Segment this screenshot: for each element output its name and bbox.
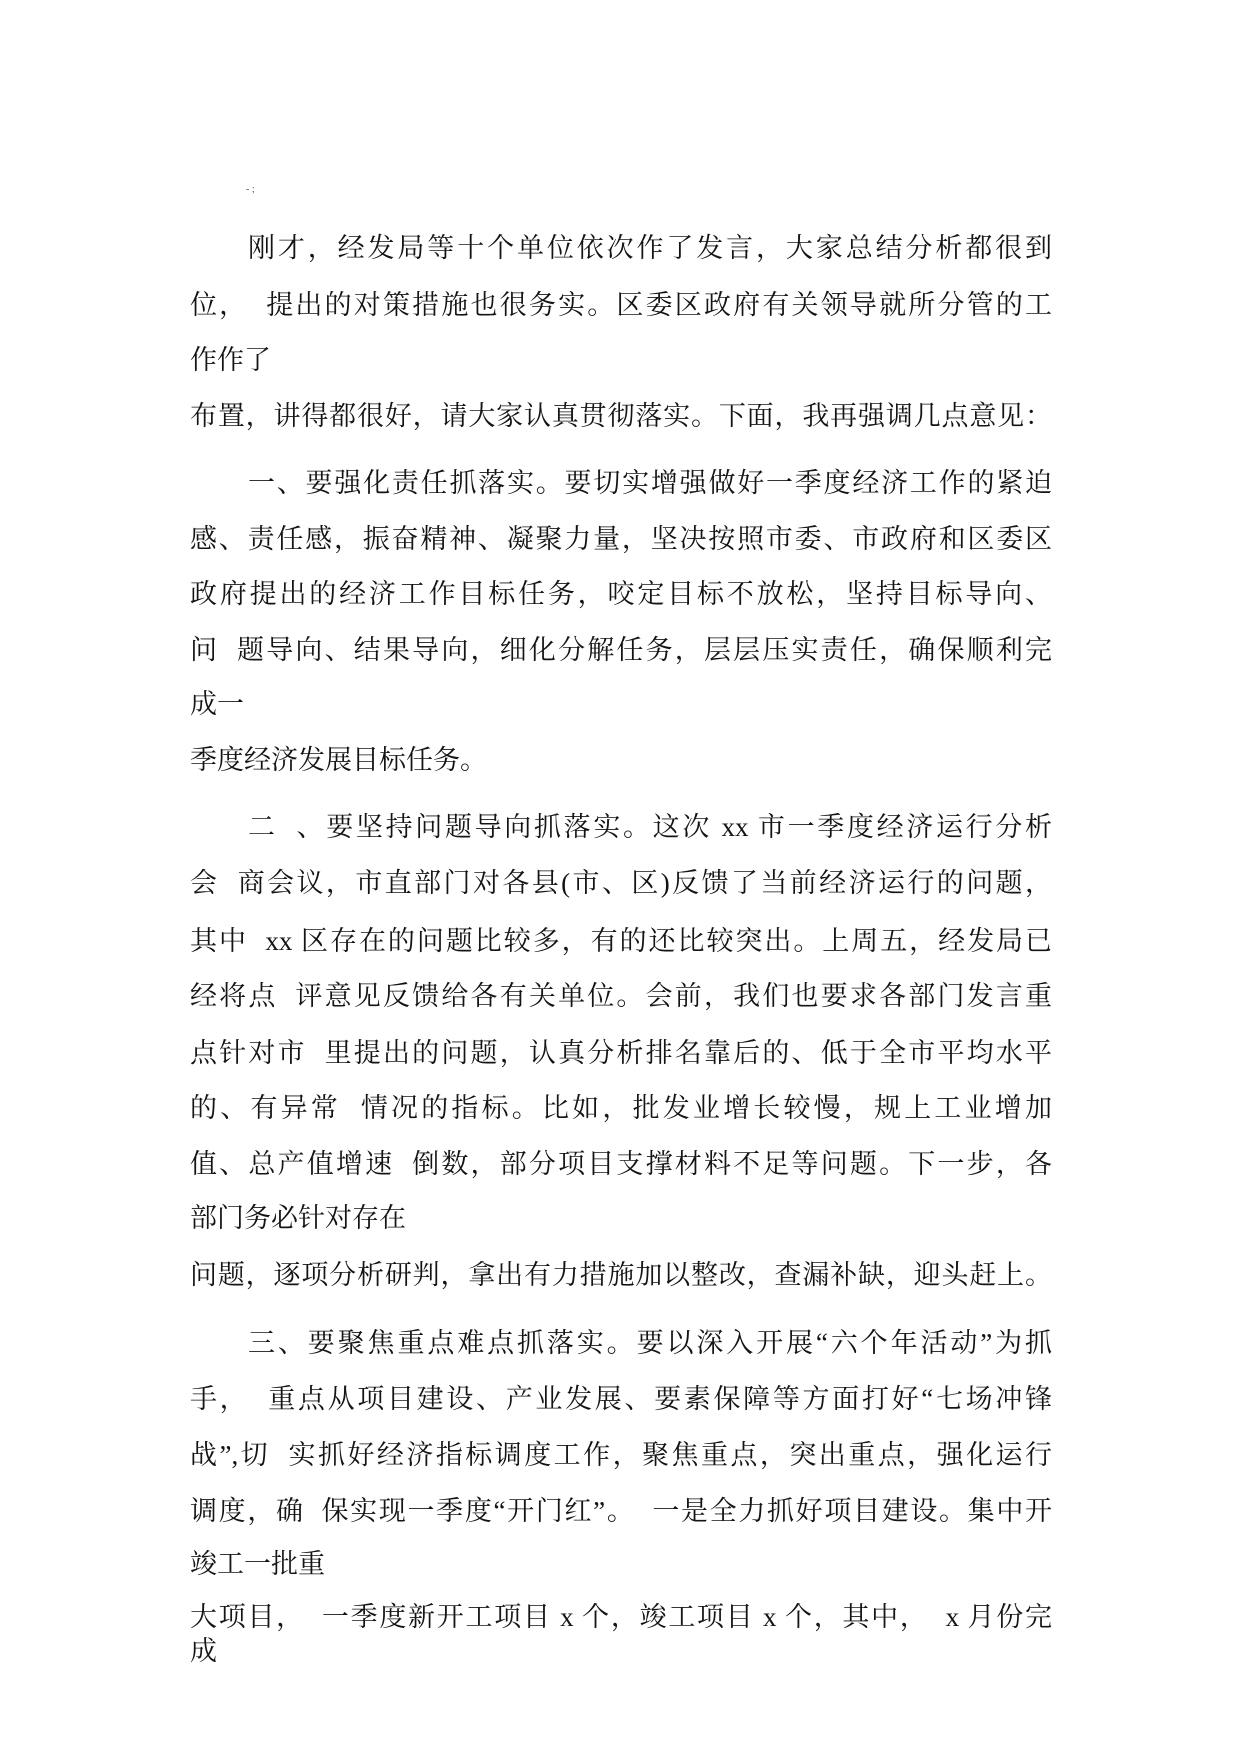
text-line: 调度，确 保实现一季度“开门红”。 一是全力抓好项目建设。集中开: [190, 1496, 1052, 1526]
text-line: 季度经济发展目标任务。: [190, 745, 487, 775]
text-line: 手， 重点从项目建设、产业发展、要素保障等方面打好“七场冲锋: [190, 1384, 1052, 1414]
text-line: 布置，讲得都很好，请大家认真贯彻落实。下面，我再强调几点意见：: [190, 401, 1052, 431]
text-line: 成: [190, 1636, 217, 1666]
text-line: 问题，逐项分析研判，拿出有力措施加以整改，查漏补缺，迎头赶上。: [190, 1260, 1052, 1290]
text-line: 大项目， 一季度新开工项目 x 个，竣工项目 x 个，其中， x 月份完: [190, 1602, 1052, 1632]
text-line: 战”,切 实抓好经济指标调度工作，聚焦重点，突出重点，强化运行: [190, 1440, 1052, 1470]
text-line: 会 商会议，市直部门对各县(市、区)反馈了当前经济运行的问题，: [190, 868, 1052, 898]
text-line: 部门务必针对存在: [190, 1203, 406, 1233]
text-line: 问 题导向、结果导向，细化分解任务，层层压实责任，确保顺利完: [190, 635, 1052, 665]
text-line: 竣工一批重: [190, 1549, 325, 1579]
text-line: 经将点 评意见反馈给各有关单位。会前，我们也要求各部门发言重: [190, 981, 1052, 1011]
page-mark: - ;: [246, 184, 255, 195]
text-line: 三、要聚焦重点难点抓落实。要以深入开展“六个年活动”为抓: [248, 1328, 1052, 1358]
text-line: 刚才，经发局等十个单位依次作了发言，大家总结分析都很到: [248, 233, 1052, 263]
text-line: 二 、要坚持问题导向抓落实。这次 xx 市一季度经济运行分析: [248, 812, 1052, 842]
text-line: 的、有异常 情况的指标。比如，批发业增长较慢，规上工业增加: [190, 1093, 1052, 1123]
text-line: 成一: [190, 689, 244, 719]
text-line: 点针对市 里提出的问题，认真分析排名靠后的、低于全市平均水平: [190, 1038, 1052, 1068]
text-line: 位， 提出的对策措施也很务实。区委区政府有关领导就所分管的工: [190, 290, 1052, 320]
text-line: 值、总产值增速 倒数，部分项目支撑材料不足等问题。下一步，各: [190, 1149, 1052, 1179]
text-line: 其中 xx 区存在的问题比较多，有的还比较突出。上周五，经发局已: [190, 926, 1052, 956]
text-line: 感、责任感，振奋精神、凝聚力量，坚决按照市委、市政府和区委区: [190, 524, 1052, 554]
text-line: 作作了: [190, 345, 271, 375]
text-line: 一、要强化责任抓落实。要切实增强做好一季度经济工作的紧迫: [248, 468, 1052, 498]
text-line: 政府提出的经济工作目标任务，咬定目标不放松，坚持目标导向、: [190, 579, 1052, 609]
